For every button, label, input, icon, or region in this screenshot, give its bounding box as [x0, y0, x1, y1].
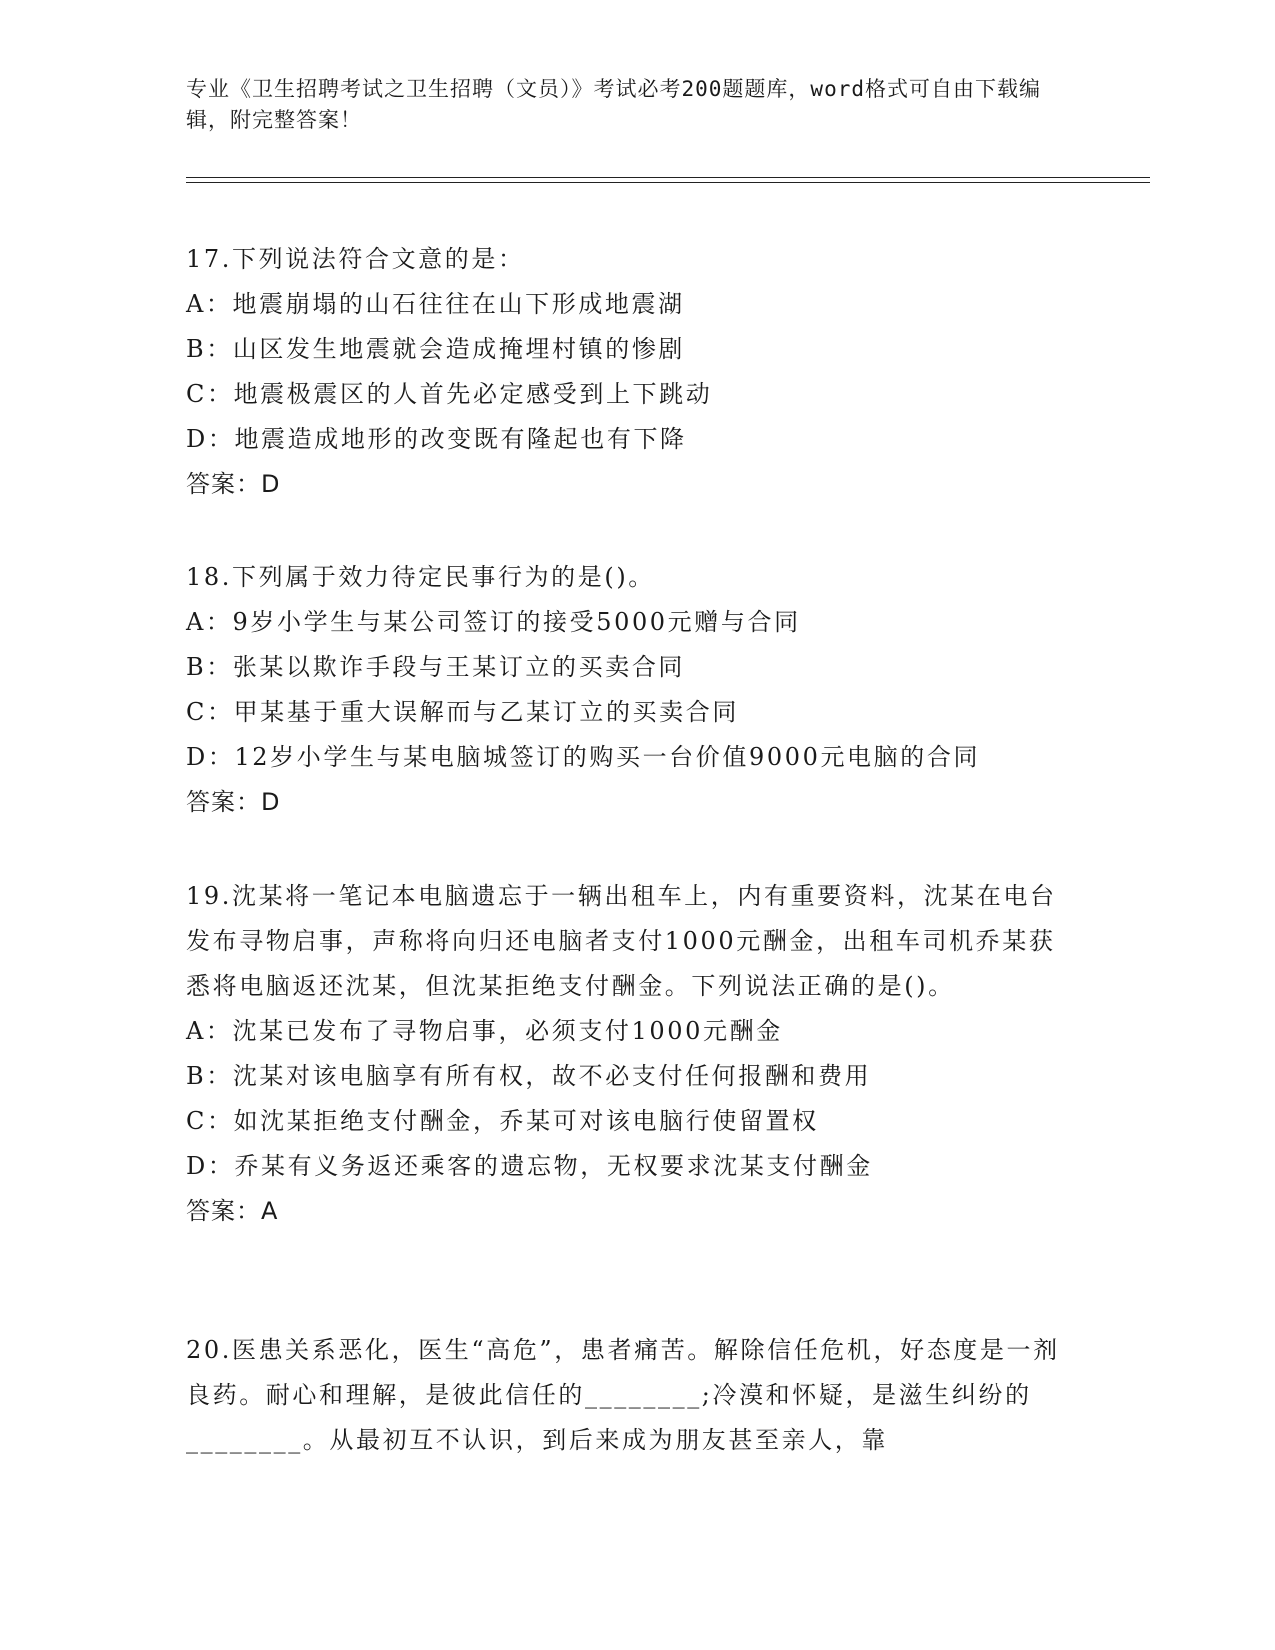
option-b: B：山区发生地震就会造成掩埋村镇的惨剧 — [186, 335, 686, 363]
option-d: D：地震造成地形的改变既有隆起也有下降 — [186, 425, 687, 453]
question-19 — [186, 874, 1066, 1234]
answer-line: 答案：A — [186, 1197, 279, 1225]
option-c: C：如沈某拒绝支付酬金，乔某可对该电脑行使留置权 — [186, 1107, 819, 1135]
option-d: D：12岁小学生与某电脑城签订的购买一台价值9000元电脑的合同 — [186, 743, 981, 771]
option-a: A：地震崩塌的山石往往在山下形成地震湖 — [186, 290, 685, 318]
document-header: 专业《卫生招聘考试之卫生招聘（文员）》考试必考200题题库，word格式可自由下载编辑，附完整答案！ — [186, 77, 1041, 132]
option-c: C：地震极震区的人首先必定感受到上下跳动 — [186, 380, 713, 408]
option-c: C：甲某基于重大误解而与乙某订立的买卖合同 — [186, 698, 739, 726]
header-divider-top — [186, 177, 1150, 178]
question-20 — [186, 1328, 1066, 1463]
answer-line: 答案：D — [186, 788, 281, 816]
question-stem: 19.沈某将一笔记本电脑遗忘于一辆出租车上，内有重要资料，沈某在电台发布寻物启事，声称将向归还电脑者支付1000元酬金，出租车司机乔某获悉将电脑返还沈某，但沈某拒绝支付酬金。下列说法正确的是()。 — [186, 882, 1057, 1000]
header-divider-bottom — [186, 182, 1150, 183]
option-d: D：乔某有义务返还乘客的遗忘物，无权要求沈某支付酬金 — [186, 1152, 873, 1180]
question-17 — [186, 237, 1066, 507]
question-stem: 17.下列说法符合文意的是： — [186, 245, 525, 273]
option-b: B：沈某对该电脑享有所有权，故不必支付任何报酬和费用 — [186, 1062, 872, 1090]
question-stem: 18.下列属于效力待定民事行为的是()。 — [186, 563, 655, 591]
question-18 — [186, 555, 1066, 825]
question-stem: 20.医患关系恶化，医生“高危”，患者痛苦。解除信任危机，好态度是一剂良药。耐心和理解，是彼此信任的________;冷漠和怀疑，是滋生纠纷的________。从最初互不认识，到后来成为朋友甚至亲人，靠 — [186, 1336, 1060, 1454]
option-a: A：9岁小学生与某公司签订的接受5000元赠与合同 — [186, 608, 801, 636]
option-a: A：沈某已发布了寻物启事，必须支付1000元酬金 — [186, 1017, 783, 1045]
answer-line: 答案：D — [186, 470, 281, 498]
option-b: B：张某以欺诈手段与王某订立的买卖合同 — [186, 653, 686, 681]
